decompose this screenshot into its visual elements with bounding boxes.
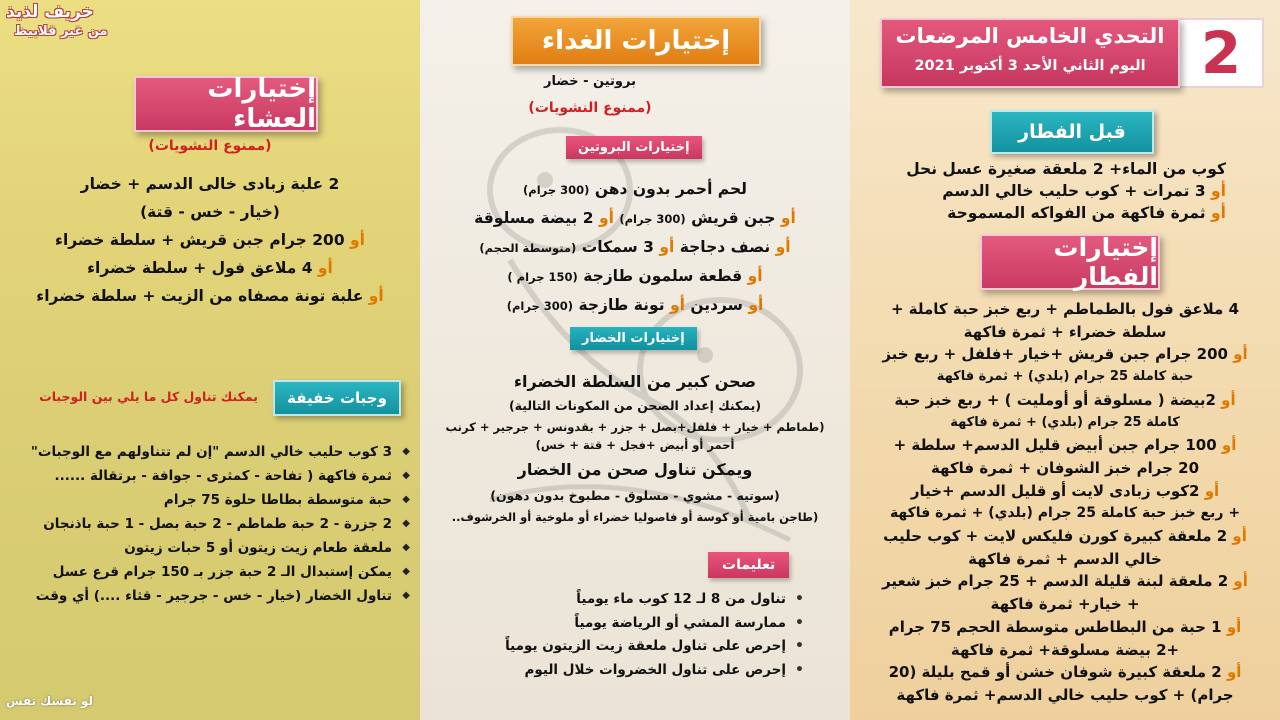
breakfast-option	[850, 570, 1280, 593]
before-breakfast-text: ثمرة فاكهة من الفواكه المسموحة	[947, 204, 1206, 222]
protein-main: لحم أحمر بدون دهن	[594, 180, 747, 198]
dinner-options	[0, 170, 420, 310]
or-prefix: أو	[1233, 572, 1248, 591]
protein-main: قطعة سلمون طازجة	[583, 267, 743, 285]
before-breakfast-line	[906, 158, 1226, 180]
snacks-title-banner	[273, 380, 401, 416]
protein-option	[420, 233, 850, 262]
breakfast-option-text: 2 ملعقة لبنة قليلة الدسم + 25 جرام خبز شعير	[882, 572, 1229, 591]
instruction-item: • ممارسة المشي أو الرياضة يومياً	[505, 612, 804, 636]
snack-item: ◆ 3 كوب حليب خالي الدسم "إن لم تتناولهم مع الوجبات"	[31, 440, 410, 464]
breakfast-option	[850, 616, 1280, 639]
lunch-subtitle: بروتين - خضار	[544, 74, 636, 89]
snacks-list	[31, 440, 410, 608]
or-prefix: أو	[659, 238, 675, 256]
snacks-title: وجبات خفيفة	[287, 389, 387, 407]
breakfast-option	[850, 548, 1280, 571]
protein-amount: (150 جرام )	[507, 270, 578, 284]
veg-items-line1: (طماطم + خيار + فلفل+بصل + جزر + بقدونس + جرجير + كرنب	[445, 420, 825, 434]
lunch-note: (ممنوع النشويات)	[528, 100, 652, 116]
breakfast-title-banner	[980, 234, 1160, 290]
or-prefix: أو	[780, 209, 796, 227]
or-prefix: أو	[1226, 617, 1242, 636]
protein-options-tag: إختيارات البروتين	[566, 136, 702, 159]
before-breakfast-lines	[906, 158, 1226, 224]
breakfast-option	[850, 639, 1280, 662]
breakfast-option	[850, 434, 1280, 457]
vegetable-options-tag: إختيارات الخضار	[570, 327, 697, 350]
protein-main: سردين	[690, 296, 743, 314]
or-prefix: أو	[317, 259, 333, 277]
breakfast-option	[850, 366, 1280, 389]
breakfast-option-text: 200 جرام جبن قريش +خيار +فلفل + ربع خبز	[882, 345, 1228, 364]
breakfast-option-text: 2 ملعقة كبيرة كورن فليكس لايت + كوب حليب	[883, 527, 1228, 546]
or-prefix: أو	[1211, 204, 1226, 222]
breakfast-option	[850, 412, 1280, 435]
breakfast-option	[850, 343, 1280, 366]
or-prefix: أو	[598, 209, 614, 227]
breakfast-option	[850, 593, 1280, 616]
day-number-card: 2	[1178, 18, 1264, 88]
dinner-option-text: (خيار - خس - قتة)	[140, 203, 280, 221]
protein-amount: (300 جرام)	[619, 212, 686, 226]
breakfast-option-text: سلطة خضراء + ثمرة فاكهة	[963, 322, 1167, 341]
protein-main-alt: تونة طازجة	[578, 296, 665, 314]
instruction-item: • إحرص على تناول ملعقة زيت الزيتون يومياً	[505, 635, 804, 659]
or-prefix: أو	[748, 296, 764, 314]
protein-option	[420, 262, 850, 291]
snack-item: ◆ حبة متوسطة بطاطا حلوة 75 جرام	[31, 488, 410, 512]
snack-item: ◆ يمكن إستبدال الـ 2 حبة جزر بـ 150 جرام قرع عسل	[31, 560, 410, 584]
breakfast-option-text: حبة كاملة 25 جرام (بلدي) + ثمرة فاكهة	[936, 369, 1194, 385]
lunch-title-banner	[511, 16, 761, 66]
breakfast-option	[850, 502, 1280, 525]
breakfast-option-text: 2 ملعقة كبيرة شوفان خشن أو قمح بليلة (20	[888, 663, 1222, 682]
breakfast-option-text: + ربع خبز حبة كاملة 25 جرام (بلدي) + ثمرة فاكهة	[889, 505, 1241, 522]
veg-title: صحن كبير من السلطة الخضراء	[513, 372, 757, 391]
dinner-note: (ممنوع النشويات)	[148, 138, 272, 154]
breakfast-option	[850, 684, 1280, 707]
breakfast-option	[850, 480, 1280, 503]
breakfast-option-text: 2كوب زبادى لايت أو قليل الدسم +خيار	[910, 481, 1200, 500]
breakfast-option-text: 2بيضة ( مسلوقة أو أومليت ) + ربع خبز حبة	[894, 390, 1216, 409]
dinner-option	[0, 254, 420, 282]
instruction-item: • إحرص على تناول الخضروات خلال اليوم	[505, 659, 804, 683]
or-prefix: أو	[1221, 390, 1236, 409]
instructions-tag: تعليمات	[708, 552, 789, 578]
or-prefix: أو	[1233, 345, 1248, 364]
before-breakfast-banner	[990, 110, 1154, 154]
protein-amount: (300 جرام)	[523, 183, 590, 197]
or-prefix: أو	[1211, 182, 1226, 200]
breakfast-option-text: +2 بيضة مسلوقة+ ثمرة فاكهة	[950, 640, 1180, 659]
dinner-option-text: 200 جرام جبن قريش + سلطة خضراء	[55, 231, 345, 249]
challenge-card	[880, 18, 1180, 88]
before-breakfast-title: قبل الفطار	[1018, 121, 1126, 143]
breakfast-option-text: 4 ملاعق فول بالطماطم + ربع خبز حبة كاملة +	[890, 300, 1240, 318]
or-prefix: أو	[368, 287, 384, 305]
before-breakfast-line	[906, 202, 1226, 224]
dinner-option	[0, 198, 420, 226]
or-prefix: أو	[1221, 436, 1237, 455]
veg-note: (يمكنك إعداد الصحن من المكونات التالية)	[508, 398, 762, 413]
breakfast-option-text: 20 جرام خبز الشوفان + ثمرة فاكهة	[930, 458, 1200, 477]
brand-logo-line2: من غير قلابيظ	[14, 24, 108, 39]
or-prefix: أو	[1226, 663, 1242, 682]
protein-main: جبن قريش	[691, 209, 776, 227]
protein-option	[420, 291, 850, 320]
breakfast-options	[850, 298, 1280, 707]
instruction-item: • تناول من 8 لـ 12 كوب ماء يومياً	[505, 588, 804, 612]
dinner-option-text: 2 علبة زبادى خالى الدسم + خضار	[80, 175, 340, 193]
footer-signature: لو نفسك تفس	[6, 694, 94, 708]
brand-logo-line1: خريف لذيذ	[6, 2, 94, 22]
dinner-option-text: 4 ملاعق فول + سلطة خضراء	[87, 259, 313, 277]
veg-alt-title: ويمكن تناول صحن من الخضار	[517, 460, 753, 479]
breakfast-option	[850, 389, 1280, 412]
snack-item: ◆ تناول الخضار (خيار - خس - جرجير - قثاء ....) أي وقت	[31, 584, 410, 608]
or-prefix: أو	[775, 238, 791, 256]
or-prefix: أو	[747, 267, 763, 285]
breakfast-option	[850, 457, 1280, 480]
lunch-title: إختيارات الغداء	[541, 26, 731, 56]
challenge-subtitle: اليوم الثاني الأحد 3 أكتوبر 2021	[914, 58, 1146, 74]
or-prefix: أو	[350, 231, 365, 249]
breakfast-option-text: 1 حبة من البطاطس متوسطة الحجم 75 جرام	[888, 617, 1222, 636]
veg-alt-note: (سوتيه - مشوي - مسلوق - مطبوخ بدون دهون)	[490, 488, 780, 503]
protein-main-alt: 2 بيضة مسلوقة	[474, 209, 594, 227]
dinner-option-text: علبة تونة مصفاه من الزيت + سلطة خضراء	[36, 287, 364, 305]
protein-options	[420, 175, 850, 320]
breakfast-option-text: خالي الدسم + ثمرة فاكهة	[968, 549, 1162, 568]
breakfast-option-text: + خيار+ ثمرة فاكهة	[990, 595, 1140, 614]
snack-item: ◆ 2 جزرة - 2 حبة طماطم - 2 حبة بصل - 1 حبة باذنجان	[31, 512, 410, 536]
breakfast-option-text: 100 جرام جبن أبيض قليل الدسم+ سلطة +	[893, 436, 1217, 455]
breakfast-panel	[850, 0, 1280, 720]
or-prefix: أو	[1232, 527, 1247, 546]
or-prefix: أو	[669, 296, 685, 314]
breakfast-option	[850, 661, 1280, 684]
breakfast-option-text: كاملة 25 جرام (بلدي) + ثمرة فاكهة	[950, 414, 1180, 430]
protein-option	[420, 175, 850, 204]
protein-main: نصف دجاجة	[679, 238, 771, 256]
protein-option	[420, 204, 850, 233]
dinner-option	[0, 282, 420, 310]
breakfast-option-text: جرام) + كوب حليب خالي الدسم+ ثمرة فاكهة	[896, 685, 1234, 704]
protein-main-alt: 3 سمكات	[581, 238, 654, 256]
instructions-list	[505, 588, 804, 682]
veg-items-line2: أحمر أو أبيض +فجل + قتة + خس)	[535, 438, 735, 452]
snacks-hint: يمكنك تناول كل ما يلي بين الوجبات	[39, 389, 258, 404]
challenge-title: التحدي الخامس المرضعات	[895, 24, 1165, 48]
breakfast-option	[850, 298, 1280, 321]
dinner-option	[0, 170, 420, 198]
snack-item: ◆ ملعقة طعام زيت زيتون أو 5 حبات زيتون	[31, 536, 410, 560]
dinner-title-banner	[134, 76, 318, 132]
or-prefix: أو	[1204, 481, 1220, 500]
dinner-panel	[0, 0, 420, 720]
snack-item: ◆ ثمرة فاكهة ( تفاحة - كمثرى - جوافة - برتقالة ......	[31, 464, 410, 488]
breakfast-title: إختيارات الفطار	[1053, 233, 1158, 291]
dinner-title: إختيارات العشاء	[207, 74, 316, 134]
breakfast-option	[850, 525, 1280, 548]
protein-amount: (300 جرام)	[506, 299, 574, 313]
dinner-option	[0, 226, 420, 254]
before-breakfast-text: كوب من الماء+ 2 ملعقة صغيرة عسل نحل	[906, 160, 1226, 178]
veg-alt-examples: (طاجن بامية أو كوسة أو فاصوليا خضراء أو ملوخية أو الخرشوف..	[451, 510, 819, 524]
before-breakfast-line	[906, 180, 1226, 202]
breakfast-option	[850, 321, 1280, 344]
protein-amount: (متوسطة الحجم)	[479, 241, 577, 255]
lunch-panel	[420, 0, 850, 720]
before-breakfast-text: 3 تمرات + كوب حليب خالي الدسم	[942, 182, 1206, 200]
